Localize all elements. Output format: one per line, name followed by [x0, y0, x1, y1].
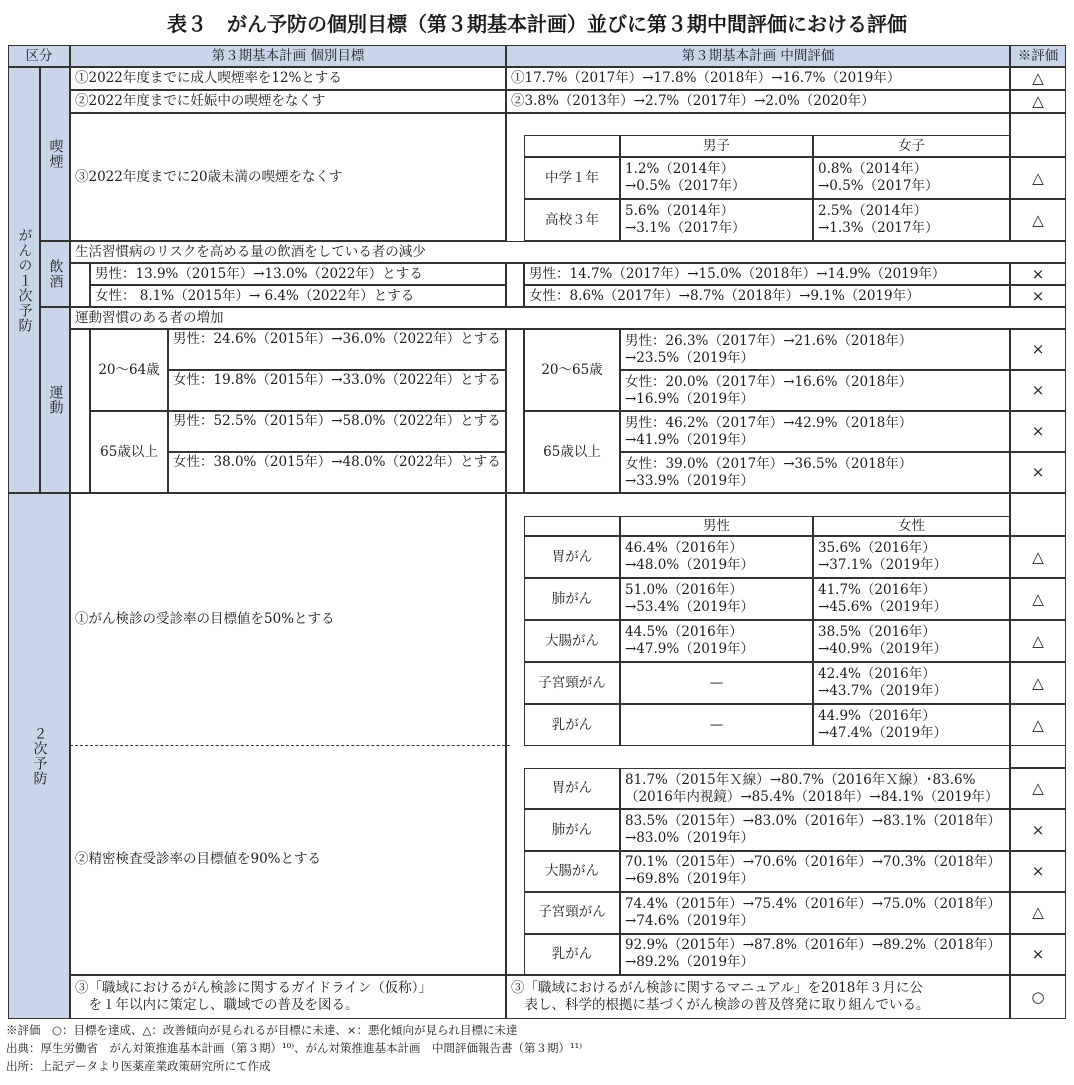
exercise-eval-age-1: 20～65歳 — [524, 329, 620, 411]
exercise-goal-male-2: 男性：52.5%（2015年）→58.0%（2022年）とする — [168, 411, 506, 452]
note-origin: 出所：上記データより医薬産業政策研究所にて作成 — [6, 1059, 271, 1073]
screening-row-female: 35.6%（2016年） →37.1%（2019年） — [813, 536, 1010, 578]
exercise-age-1: 20～64歳 — [90, 329, 168, 411]
section-exercise: 運動 — [40, 307, 70, 493]
detailed-row-value: 74.4%（2015年）→75.4%（2016年）→75.0%（2018年） →74.6%（2019年） — [620, 892, 1010, 933]
detailed-row-label: 子宮頸がん — [524, 892, 620, 933]
alcohol-goal-male: 男性：13.9%（2015年）→13.0%（2022年）とする — [90, 263, 506, 285]
smoking-mark-1: △ — [1010, 67, 1066, 90]
smoking-eval-2: ②3.8%（2013年）→2.7%（2017年）→2.0%（2020年） — [506, 90, 1010, 113]
screening-row-mark: △ — [1010, 662, 1066, 704]
exercise-goal-female-1: 女性：19.8%（2015年）→33.0%（2022年）とする — [168, 370, 506, 411]
exercise-eval-female-2: 女性：39.0%（2017年）→36.5%（2018年） →33.9%（2019年） — [620, 452, 1010, 493]
section-secondary: ２次予防 — [8, 493, 70, 1019]
alcohol-mark-1: × — [1010, 263, 1066, 285]
detailed-row-mark: △ — [1010, 892, 1066, 933]
exercise-mark: × — [1010, 329, 1066, 370]
detailed-row-label: 胃がん — [524, 768, 620, 809]
table-title: 表３ がん予防の個別目標（第３期基本計画）並びに第３期中間評価における評価 — [167, 12, 907, 36]
alcohol-indent — [70, 263, 90, 307]
exercise-goal-male-1: 男性：24.6%（2015年）→36.0%（2022年）とする — [168, 329, 506, 370]
smoking-mark-4: △ — [1010, 199, 1066, 241]
detailed-row-mark: △ — [1010, 768, 1066, 809]
smoking-sub-female: 女子 — [813, 135, 1010, 157]
detailed-row-value: 92.9%（2015年）→87.8%（2016年）→89.2%（2018年） →89.2%（2019年） — [620, 934, 1010, 975]
screening-sub-male: 男性 — [620, 516, 813, 536]
smoking-goal-3: ③2022年度までに20歳未満の喫煙をなくす — [70, 113, 506, 241]
workplace-goal: ③「職域におけるがん検診に関するガイドライン（仮称）」 を１年以内に策定し、職域での普及を図る。 — [70, 975, 506, 1019]
smoking-goal-2: ②2022年度までに妊娠中の喫煙をなくす — [70, 90, 506, 113]
alcohol-mark-2: × — [1010, 285, 1066, 307]
exercise-age-2: 65歳以上 — [90, 411, 168, 493]
screening-row-label: 子宮頸がん — [524, 662, 620, 704]
smoking-row-male: 1.2%（2014年） →0.5%（2017年） — [620, 157, 813, 199]
exercise-mark: × — [1010, 452, 1066, 493]
detailed-row-label: 大腸がん — [524, 851, 620, 892]
smoking-mark-2: △ — [1010, 90, 1066, 113]
exercise-goal-female-2: 女性：38.0%（2015年）→48.0%（2022年）とする — [168, 452, 506, 493]
screening-mark-blank — [1010, 493, 1066, 536]
detailed-row-mark: × — [1010, 809, 1066, 850]
screening-row-female: 38.5%（2016年） →40.9%（2019年） — [813, 620, 1010, 662]
note-legend: ※評価 ○：目標を達成、△：改善傾向が見られるが目標に未達、×：悪化傾向が見られ目標に未達 — [6, 1023, 518, 1037]
exercise-mark: × — [1010, 370, 1066, 411]
screening-row-label: 肺がん — [524, 578, 620, 620]
exercise-eval-indent — [506, 329, 524, 493]
detailed-goal: ②精密検査受診率の目標値を90%とする — [70, 745, 506, 975]
smoking-row-female: 2.5%（2014年） →1.3%（2017年） — [813, 199, 1010, 241]
screening-row-mark: △ — [1010, 620, 1066, 662]
screening-row-mark: △ — [1010, 536, 1066, 578]
exercise-eval-male-1: 男性：26.3%（2017年）→21.6%（2018年） →23.5%（2019年） — [620, 329, 1010, 370]
smoking-eval-1: ①17.7%（2017年）→17.8%（2018年）→16.7%（2019年） — [506, 67, 1010, 90]
exercise-goal: 運動習慣のある者の増加 — [70, 307, 1066, 329]
detailed-row-value: 83.5%（2015年）→83.0%（2016年）→83.1%（2018年） →83.0%（2019年） — [620, 809, 1010, 850]
detailed-row-value: 81.7%（2015年Ｘ線）→80.7%（2016年Ｘ線）･83.6% （2016年内視鏡）→85.4%（2018年）→84.1%（2019年） — [620, 768, 1010, 809]
screening-row-mark: △ — [1010, 704, 1066, 746]
workplace-eval: ③「職域におけるがん検診に関するマニュアル」を2018年３月に公 表し、科学的根拠に基づくがん検診の普及啓発に取り組んでいる。 — [506, 975, 1010, 1019]
smoking-row-male: 5.6%（2014年） →3.1%（2017年） — [620, 199, 813, 241]
exercise-eval-age-2: 65歳以上 — [524, 411, 620, 493]
screening-sub-corner — [524, 516, 620, 536]
screening-sub-female: 女性 — [813, 516, 1010, 536]
screening-row-female: 42.4%（2016年） →43.7%（2019年） — [813, 662, 1010, 704]
screening-row-female: 41.7%（2016年） →45.6%（2019年） — [813, 578, 1010, 620]
smoking-row-label: 高校３年 — [524, 199, 620, 241]
exercise-eval-female-1: 女性：20.0%（2017年）→16.6%（2018年） →16.9%（2019年） — [620, 370, 1010, 411]
detailed-row-value: 70.1%（2015年）→70.6%（2016年）→70.3%（2018年） →69.8%（2019年） — [620, 851, 1010, 892]
detailed-row-label: 肺がん — [524, 809, 620, 850]
exercise-indent — [70, 329, 90, 493]
alcohol-eval-indent — [506, 263, 524, 307]
screening-row-male: 51.0%（2016年） →53.4%（2019年） — [620, 578, 813, 620]
exercise-eval-male-2: 男性：46.2%（2017年）→42.9%（2018年） →41.9%（2019年） — [620, 411, 1010, 452]
alcohol-eval-male: 男性：14.7%（2017年）→15.0%（2018年）→14.9%（2019年） — [524, 263, 1010, 285]
screening-row-mark: △ — [1010, 578, 1066, 620]
alcohol-eval-female: 女性：8.6%（2017年）→8.7%（2018年）→9.1%（2019年） — [524, 285, 1010, 307]
header-goal: 第３期基本計画 個別目標 — [70, 45, 506, 67]
smoking-sub-corner — [524, 135, 620, 157]
section-smoking: 喫煙 — [40, 67, 70, 241]
screening-row-male: — — [620, 704, 813, 746]
note-source: 出典：厚生労働省 がん対策推進基本計画（第３期）¹⁰⁾、がん対策推進基本計画 中間評価報告書（第３期）¹¹⁾ — [6, 1041, 583, 1055]
smoking-goal-1: ①2022年度までに成人喫煙率を12%とする — [70, 67, 506, 90]
smoking-mark-blank — [1010, 113, 1066, 157]
workplace-mark: ○ — [1010, 975, 1066, 1019]
screening-row-female: 44.9%（2016年） →47.4%（2019年） — [813, 704, 1010, 746]
smoking-sub-male: 男子 — [620, 135, 813, 157]
header-eval: 第３期基本計画 中間評価 — [506, 45, 1010, 67]
smoking-mark-3: △ — [1010, 157, 1066, 199]
alcohol-goal: 生活習慣病のリスクを高める量の飲酒をしている者の減少 — [70, 241, 1066, 263]
screening-row-label: 胃がん — [524, 536, 620, 578]
screening-row-male: — — [620, 662, 813, 704]
section-alcohol: 飲酒 — [40, 241, 70, 307]
detailed-row-label: 乳がん — [524, 934, 620, 975]
header-kubun: 区分 — [8, 45, 70, 67]
screening-goal: ①がん検診の受診率の目標値を50%とする — [70, 493, 506, 745]
smoking-row-female: 0.8%（2014年） →0.5%（2017年） — [813, 157, 1010, 199]
detailed-row-mark: × — [1010, 851, 1066, 892]
detailed-row-mark: × — [1010, 934, 1066, 975]
detailed-mark-blank — [1010, 745, 1066, 768]
section-primary: がんの１次予防 — [8, 67, 40, 493]
screening-row-label: 大腸がん — [524, 620, 620, 662]
screening-row-male: 46.4%（2016年） →48.0%（2019年） — [620, 536, 813, 578]
screening-row-male: 44.5%（2016年） →47.9%（2019年） — [620, 620, 813, 662]
header-mark: ※評価 — [1010, 45, 1066, 67]
alcohol-goal-female: 女性： 8.1%（2015年）→ 6.4%（2022年）とする — [90, 285, 506, 307]
smoking-row-label: 中学１年 — [524, 157, 620, 199]
screening-row-label: 乳がん — [524, 704, 620, 746]
exercise-mark: × — [1010, 411, 1066, 452]
